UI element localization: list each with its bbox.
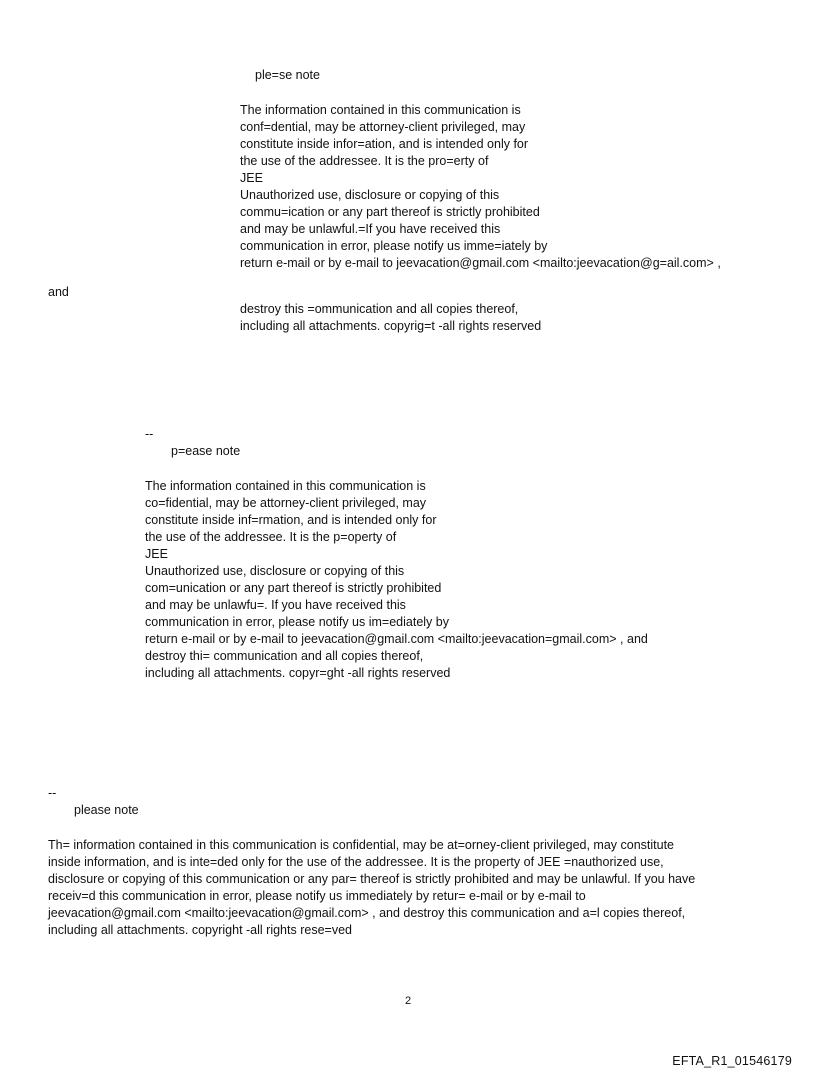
section2-line: including all attachments. copyr=ght -all rights reserved: [145, 666, 451, 680]
section1-line: constitute inside infor=ation, and is intended only for: [240, 137, 529, 151]
section3-separator: --: [48, 786, 57, 800]
section3-heading: please note: [74, 803, 139, 817]
section3-body: [48, 837, 695, 939]
section3-line: inside information, and is inte=ded only for the use of the addressee. It is the property of JEE =nauthorized use,: [48, 855, 664, 869]
document-id: EFTA_R1_01546179: [672, 1054, 792, 1068]
section1-line: and may be unlawful.=If you have received this: [240, 222, 501, 236]
section2-line: The information contained in this communication is: [145, 479, 426, 493]
section1-line: JEE: [240, 171, 263, 185]
section1-heading: ple=se note: [255, 68, 320, 82]
section2-separator: --: [145, 427, 154, 441]
section3-line: jeevacation@gmail.com <mailto:jeevacation@gmail.com> , and destroy this communication and a=l copies thereof,: [48, 906, 686, 920]
section1-line: Unauthorized use, disclosure or copying of this: [240, 188, 500, 202]
section1-line: communication in error, please notify us imme=iately by: [240, 239, 548, 253]
section1-tail: [240, 301, 541, 335]
section3-line: disclosure or copying of this communication or any par= thereof is strictly prohibited and may be unlawful. If you have: [48, 872, 696, 886]
section1-body: [240, 102, 721, 272]
section2-heading: p=ease note: [171, 444, 241, 458]
section2-line: JEE: [145, 547, 168, 561]
section2-line: and may be unlawfu=. If you have received this: [145, 598, 406, 612]
section1-line: The information contained in this communication is: [240, 103, 521, 117]
section1-wrapped-word: and: [48, 285, 69, 299]
section1-line: conf=dential, may be attorney-client privileged, may: [240, 120, 526, 134]
section1-line: destroy this =ommunication and all copies thereof,: [240, 302, 519, 316]
section2-line: destroy thi= communication and all copies thereof,: [145, 649, 424, 663]
section2-line: the use of the addressee. It is the p=operty of: [145, 530, 397, 544]
section2-line: com=unication or any part thereof is strictly prohibited: [145, 581, 442, 595]
section3-line: including all attachments. copyright -all rights rese=ved: [48, 923, 352, 937]
section3-line: receiv=d this communication in error, please notify us immediately by retur= e-mail or by e-mail to: [48, 889, 586, 903]
section2-line: constitute inside inf=rmation, and is intended only for: [145, 513, 437, 527]
section1-line: return e-mail or by e-mail to jeevacation@gmail.com <mailto:jeevacation@g=ail.com> ,: [240, 256, 721, 270]
section2-line: communication in error, please notify us im=ediately by: [145, 615, 449, 629]
section2-body: [145, 478, 648, 682]
section2-line: co=fidential, may be attorney-client privileged, may: [145, 496, 427, 510]
section3-line: Th= information contained in this communication is confidential, may be at=orney-client privileged, may constitute: [48, 838, 675, 852]
section1-line: including all attachments. copyrig=t -all rights reserved: [240, 319, 542, 333]
section1-line: the use of the addressee. It is the pro=erty of: [240, 154, 489, 168]
page-number: 2: [404, 995, 412, 1007]
section2-line: Unauthorized use, disclosure or copying of this: [145, 564, 405, 578]
section2-line: return e-mail or by e-mail to jeevacation@gmail.com <mailto:jeevacation=gmail.com> , and: [145, 632, 648, 646]
section1-line: commu=ication or any part thereof is strictly prohibited: [240, 205, 540, 219]
